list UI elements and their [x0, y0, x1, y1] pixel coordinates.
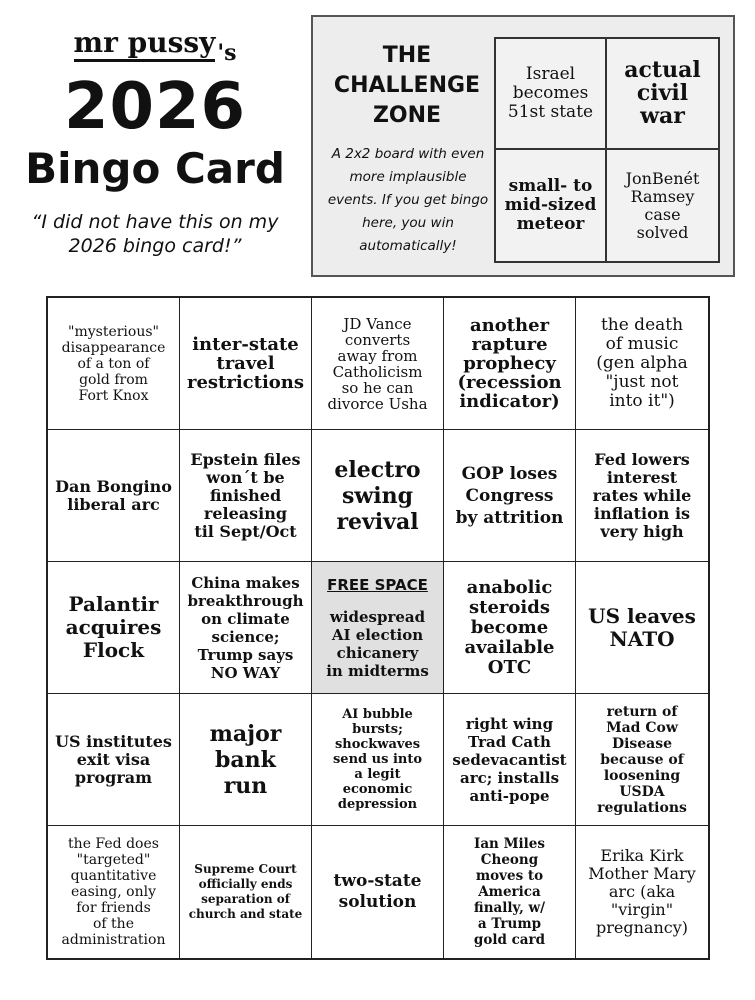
bingo-cell[interactable] [444, 826, 576, 958]
card-title: Bingo Card [25, 144, 285, 193]
bingo-cell-text: AI bubble bursts; shockwaves send us into a legit economic depression [332, 707, 423, 812]
bingo-cell[interactable] [48, 694, 180, 826]
bingo-cell-text: Dan Bongino liberal arc [55, 476, 172, 514]
bingo-cell[interactable] [312, 826, 444, 958]
bingo-cell[interactable] [180, 826, 312, 958]
challenge-cell-text: actual civil war [624, 57, 701, 129]
bingo-cell-text: Epstein files won´t be finished releasing til Sept/Oct [190, 449, 301, 541]
challenge-cell-text: Israel becomes 51st state [507, 64, 594, 122]
bingo-cell-text: return of Mad Cow Disease because of loosening USDA regulations [597, 703, 687, 816]
bingo-cell-text: major bank run [209, 720, 282, 799]
bingo-cell[interactable] [312, 430, 444, 562]
challenge-grid [494, 37, 720, 263]
challenge-cell-text: small- to mid-sized meteor [504, 176, 597, 234]
bingo-cell-text: the death of music (gen alpha "just not into it") [596, 315, 688, 411]
bingo-board [46, 296, 710, 960]
bingo-cell[interactable] [312, 298, 444, 430]
bingo-cell[interactable] [576, 826, 708, 958]
bingo-cell[interactable] [444, 298, 576, 430]
bingo-cell[interactable] [444, 694, 576, 826]
challenge-title: THE CHALLENGE ZONE [333, 43, 481, 128]
bingo-cell-text: anabolic steroids become available OTC [464, 576, 555, 678]
bingo-cell-text: widespread AI election chicanery in midterms [326, 607, 429, 680]
bingo-cell[interactable] [576, 430, 708, 562]
free-space-cell[interactable] [312, 562, 444, 694]
challenge-cell[interactable] [496, 150, 607, 261]
bingo-cell-text: Supreme Court officially ends separation of church and state [188, 862, 303, 921]
bingo-cell[interactable] [48, 562, 180, 694]
bingo-cell-text: GOP loses Congress by attrition [455, 463, 564, 528]
bingo-cell-text: Ian Miles Cheong moves to America finally, w/ a Trump gold card [473, 836, 546, 948]
bingo-cell-text: JD Vance converts away from Catholicism so he can divorce Usha [327, 314, 428, 413]
bingo-cell[interactable] [180, 430, 312, 562]
owner-possessive: 's [217, 40, 237, 66]
bingo-cell[interactable] [48, 826, 180, 958]
owner-line [20, 26, 290, 66]
bingo-cell-text: electro swing revival [334, 456, 421, 535]
bingo-cell[interactable] [180, 694, 312, 826]
bingo-cell[interactable] [576, 694, 708, 826]
bingo-cell[interactable] [576, 298, 708, 430]
title-block [20, 22, 290, 272]
free-space-label: FREE SPACE [327, 575, 428, 594]
bingo-cell[interactable] [576, 562, 708, 694]
bingo-cell-text: right wing Trad Cath sedevacantist arc; installs anti-pope [452, 714, 567, 805]
bingo-cell-text: "mysterious" disappearance of a ton of gold from Fort Knox [61, 323, 166, 404]
bingo-cell-text: inter-state travel restrictions [186, 334, 305, 393]
bingo-cell-text: another rapture prophecy (recession indicator) [457, 315, 562, 412]
challenge-description: A 2x2 board with even more implausible events. If you get bingo here, you win automatically! [327, 146, 489, 254]
bingo-cell-text: US leaves NATO [588, 603, 696, 651]
bingo-cell-text: two-state solution [333, 871, 422, 912]
card-year: 2026 [63, 70, 247, 144]
challenge-cell[interactable] [496, 39, 607, 150]
bingo-cell-text: Palantir acquires Flock [65, 592, 162, 662]
bingo-cell[interactable] [180, 298, 312, 430]
challenge-cell-text: JonBenét Ramsey case solved [625, 168, 700, 242]
challenge-cell[interactable] [607, 150, 718, 261]
bingo-cell-text: US institutes exit visa program [55, 731, 172, 787]
challenge-zone [311, 15, 735, 277]
bingo-cell[interactable] [180, 562, 312, 694]
bingo-cell[interactable] [48, 298, 180, 430]
bingo-cell[interactable] [444, 430, 576, 562]
challenge-cell[interactable] [607, 39, 718, 150]
bingo-cell-text: China makes breakthrough on climate science; Trump says NO WAY [187, 573, 304, 682]
bingo-cell[interactable] [444, 562, 576, 694]
owner-name: mr pussy [74, 26, 216, 62]
bingo-cell-text: the Fed does "targeted" quantitative easing, only for friends of the administration [61, 836, 166, 948]
bingo-cell-text: Erika Kirk Mother Mary arc (aka "virgin" pregnancy) [588, 846, 696, 937]
bingo-cell[interactable] [48, 430, 180, 562]
tagline: “I did not have this on my 2026 bingo card!” [31, 211, 279, 257]
bingo-cell[interactable] [312, 694, 444, 826]
bingo-cell-text: Fed lowers interest rates while inflation is very high [592, 449, 692, 541]
